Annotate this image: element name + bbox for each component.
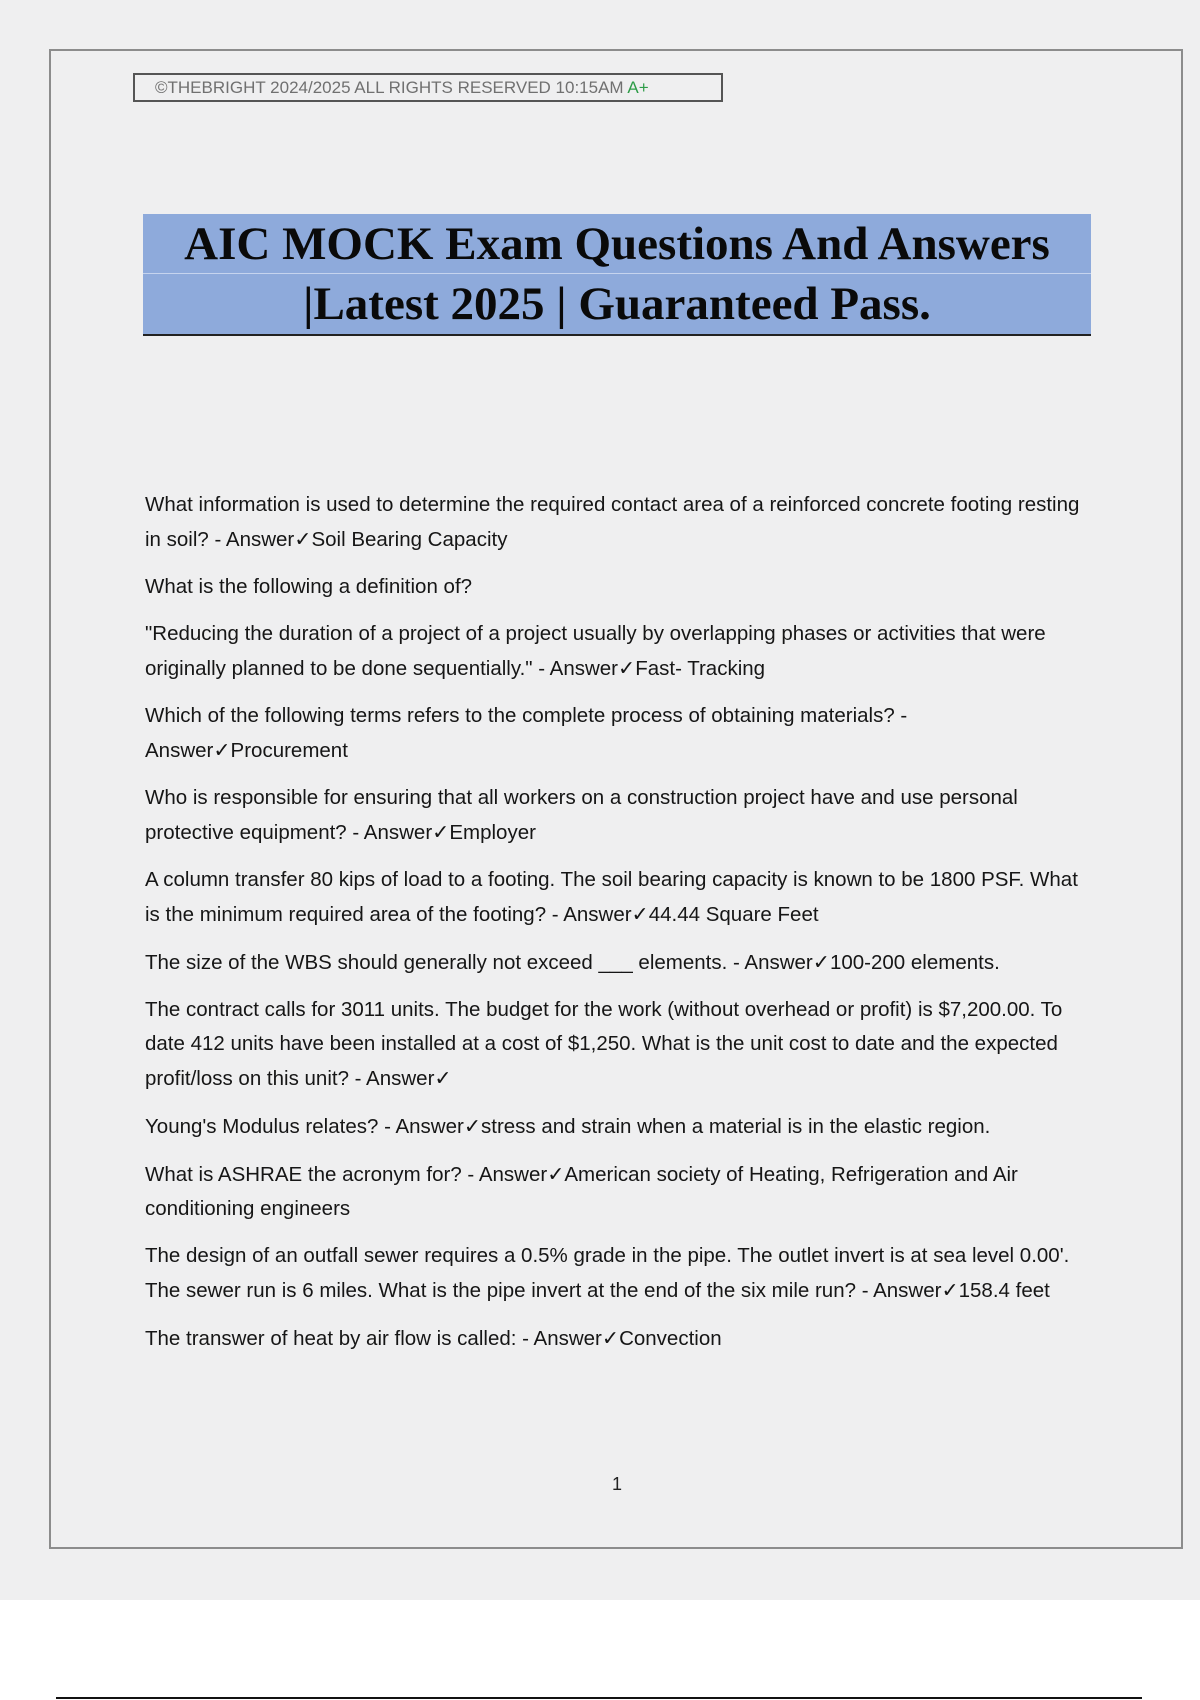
check-icon: ✓ — [618, 656, 636, 680]
page-number: 1 — [611, 1474, 622, 1494]
check-icon: ✓ — [601, 1326, 620, 1350]
question-text: The transwer of heat by air flow is called: - Answer — [145, 1327, 602, 1350]
qa-item — [145, 1157, 1095, 1226]
qa-item — [145, 993, 1095, 1096]
answer-text: American society of Heating, Refrigeration and Air conditioning engineers — [145, 1163, 1018, 1220]
question-text: "Reducing the duration of a project of a project usually by overlapping phases or activities that were originally planned to be done sequentially." - Answer — [145, 622, 1046, 680]
answer-text: Convection — [619, 1327, 722, 1350]
question-text: The size of the WBS should generally not exceed ___ elements. - Answer — [145, 951, 813, 974]
answer-text: Fast- Tracking — [635, 657, 766, 680]
copyright-text: ©THEBRIGHT 2024/2025 ALL RIGHTS RESERVED 10:15AM — [155, 78, 624, 97]
question-text: What is the following a definition of? — [145, 575, 473, 598]
qa-item — [145, 617, 1095, 686]
qa-item — [145, 488, 1095, 557]
answer-text: 158.4 feet — [958, 1279, 1050, 1302]
check-icon: ✓ — [213, 738, 231, 762]
check-icon: ✓ — [463, 1114, 481, 1138]
answer-text: Soil Bearing Capacity — [311, 528, 508, 551]
question-text: A column transfer 80 kips of load to a footing. The soil bearing capacity is known to be 1800 PSF. What is the minimum required area of the footing? - Answer — [145, 868, 1078, 926]
qa-item — [145, 781, 1095, 850]
qa-item — [145, 699, 1095, 768]
check-icon: ✓ — [434, 1066, 452, 1090]
footer-divider — [56, 1697, 1142, 1699]
question-list — [145, 488, 1095, 1369]
answer-text: 44.44 Square Feet — [648, 903, 819, 926]
answer-text: stress and strain when a material is in the elastic region. — [481, 1115, 991, 1138]
qa-item — [145, 1321, 1095, 1356]
question-text: Young's Modulus relates? - Answer — [145, 1115, 464, 1138]
check-icon: ✓ — [294, 527, 312, 551]
check-icon: ✓ — [432, 820, 450, 844]
answer-text: 100-200 elements. — [829, 951, 1000, 974]
question-text: The contract calls for 3011 units. The budget for the work (without overhead or profit) is $7,200.00. To date 412 units have been installed at a cost of $1,250. What is the unit cost to date and the expected profit/loss on this unit? - Answer — [145, 998, 1063, 1090]
title-line-2: |Latest 2025 | Guaranteed Pass. — [303, 278, 931, 330]
answer-text: Procurement — [230, 739, 348, 762]
qa-item — [145, 945, 1095, 980]
check-icon: ✓ — [941, 1278, 959, 1302]
qa-item — [145, 1239, 1095, 1308]
check-icon: ✓ — [812, 950, 830, 974]
question-text: Who is responsible for ensuring that all workers on a construction project have and use personal protective equipment? - Answer — [145, 786, 1018, 844]
qa-item — [145, 863, 1095, 932]
copyright-header — [133, 73, 723, 102]
check-icon: ✓ — [547, 1162, 565, 1186]
question-text: The design of an outfall sewer requires a 0.5% grade in the pipe. The outlet invert is at sea level 0.00'. The sewer run is 6 miles. What is the pipe invert at the end of the six mile run? - Answer — [145, 1244, 1070, 1302]
title-divider — [143, 273, 1091, 274]
answer-text: Employer — [449, 821, 536, 844]
check-icon: ✓ — [631, 902, 649, 926]
question-text: What information is used to determine the required contact area of a reinforced concrete footing resting in soil? - Answer — [145, 493, 1080, 551]
question-text: What is ASHRAE the acronym for? - Answer — [145, 1163, 548, 1186]
document-title — [143, 214, 1091, 336]
question-text: Which of the following terms refers to the complete process of obtaining materials? - Answer — [145, 704, 908, 762]
title-line-1: AIC MOCK Exam Questions And Answers — [184, 218, 1050, 270]
qa-item — [145, 570, 1095, 604]
grade-badge: A+ — [627, 78, 649, 97]
qa-item — [145, 1109, 1095, 1144]
